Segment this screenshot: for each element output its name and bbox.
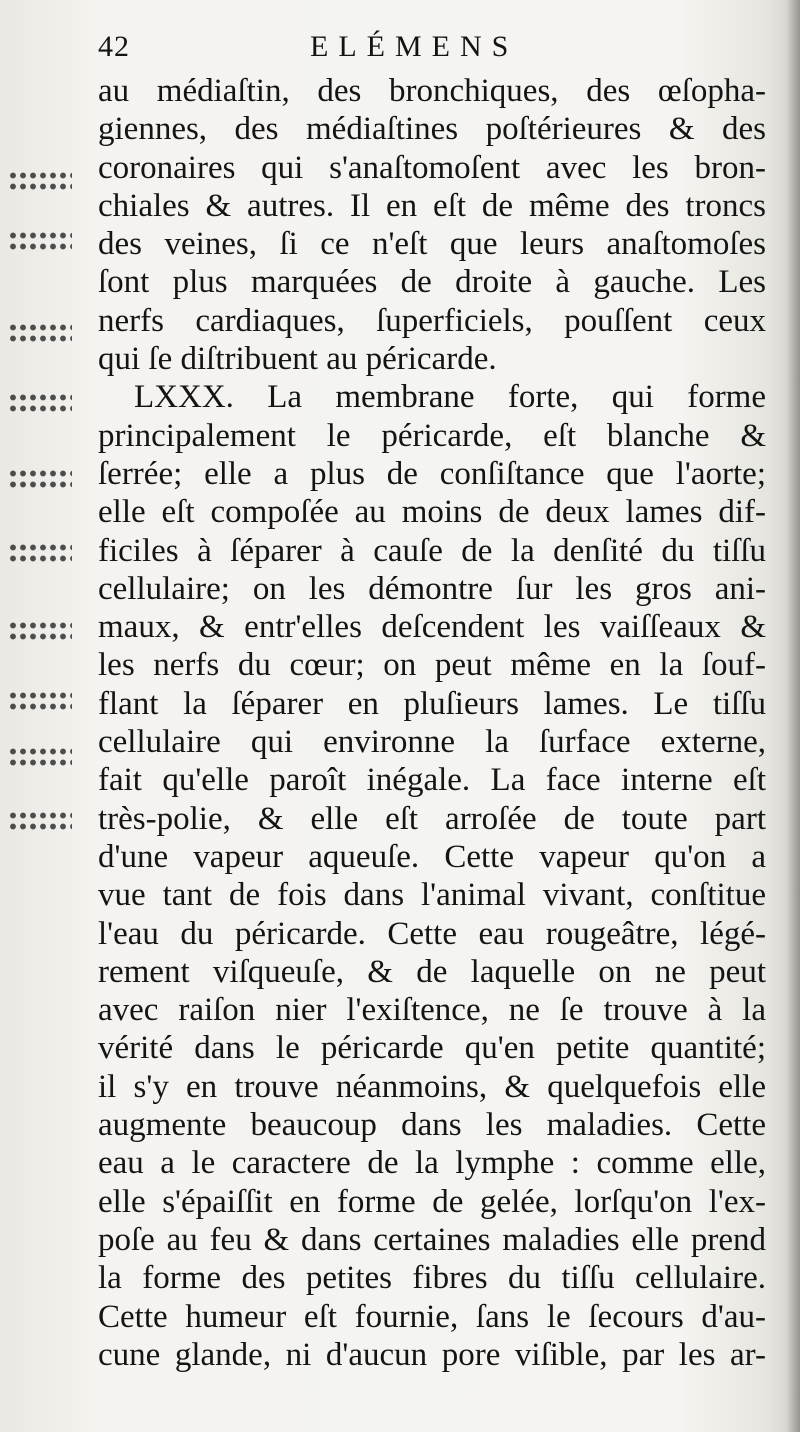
text-line: poſe au feu & dans certaines maladies elle prend: [98, 1221, 766, 1258]
text-line: ficiles à ſéparer à cauſe de la denſité du tiſſu: [98, 532, 766, 569]
margin-mark: [8, 690, 72, 712]
text-line: cellulaire qui environne la ſurface externe,: [98, 724, 766, 761]
text-line: la forme des petites fibres du tiſſu cellulaire.: [98, 1260, 766, 1297]
text-line: avec raiſon nier l'exiſtence, ne ſe trouve à la: [98, 992, 766, 1029]
text-line: LXXX. La membrane forte, qui forme: [134, 379, 766, 416]
text-line: nerfs cardiaques, ſuperficiels, pouſſent ceux: [98, 302, 766, 339]
text-line: au médiaſtin, des bronchiques, des œſopha-: [98, 73, 766, 109]
running-head: [98, 30, 778, 70]
margin-mark: [8, 746, 72, 768]
margin-mark: [8, 620, 72, 642]
text-line: les nerfs du cœur; on peut même en la ſouf-: [98, 647, 766, 684]
text-line: des veines, ſi ce n'eſt que leurs anaſtomoſes: [98, 226, 766, 263]
text-line: maux, & entr'elles deſcendent les vaiſſeaux &: [98, 609, 766, 646]
margin-mark: [8, 322, 72, 344]
text-line: coronaires qui s'anaſtomoſent avec les bron-: [98, 149, 766, 186]
text-line: principalement le péricarde, eſt blanche &: [98, 417, 766, 454]
text-line: il s'y en trouve néanmoins, & quelquefois elle: [98, 1068, 766, 1105]
margin-mark: [8, 542, 72, 564]
running-title: ELÉMENS: [310, 30, 519, 63]
text-line: cellulaire; on les démontre ſur les gros ani-: [98, 570, 766, 607]
text-line: flant la ſéparer en pluſieurs lames. Le tiſſu: [98, 685, 766, 722]
text-line: ſerrée; elle a plus de conſiſtance que l'aorte;: [98, 455, 766, 492]
text-line: rement viſqueuſe, & de laquelle on ne peut: [98, 953, 766, 990]
text-line: vérité dans le péricarde qu'en petite quantité;: [98, 1030, 766, 1067]
text-line: ſont plus marquées de droite à gauche. Les: [98, 264, 766, 301]
text-line: chiales & autres. Il en eſt de même des troncs: [98, 187, 766, 224]
text-line: qui ſe diſtribuent au péricarde.: [98, 341, 497, 378]
page-edge-shadow: [786, 0, 800, 1432]
margin-mark: [8, 810, 72, 832]
text-line: fait qu'elle paroît inégale. La face interne eſt: [98, 762, 766, 799]
text-line: augmente beaucoup dans les maladies. Cette: [98, 1107, 766, 1144]
text-line: très-polie, & elle eſt arroſée de toute part: [98, 800, 766, 837]
page-number: 42: [98, 30, 130, 63]
margin-mark: [8, 170, 72, 192]
text-line: giennes, des médiaſtines poſtérieures & des: [98, 111, 766, 148]
text-line: l'eau du péricarde. Cette eau rougeâtre, légé-: [98, 915, 766, 952]
text-line: elle eſt compoſée au moins de deux lames dif-: [98, 494, 766, 531]
margin-mark: [8, 230, 72, 252]
text-line: d'une vapeur aqueuſe. Cette vapeur qu'on a: [98, 838, 766, 875]
margin-mark: [8, 392, 72, 414]
margin-bleedthrough-marks: [0, 150, 82, 850]
margin-mark: [8, 468, 72, 490]
text-line: vue tant de fois dans l'animal vivant, conſtitue: [98, 877, 766, 914]
text-line: elle s'épaiſſit en forme de gelée, lorſqu'on l'ex-: [98, 1183, 766, 1220]
text-line: Cette humeur eſt fournie, ſans le ſecours d'au-: [98, 1298, 766, 1335]
text-line: cune glande, ni d'aucun pore viſible, par les ar-: [98, 1336, 766, 1373]
body-text: [98, 72, 766, 1374]
text-line: eau a le caractere de la lymphe : comme elle,: [98, 1145, 766, 1182]
